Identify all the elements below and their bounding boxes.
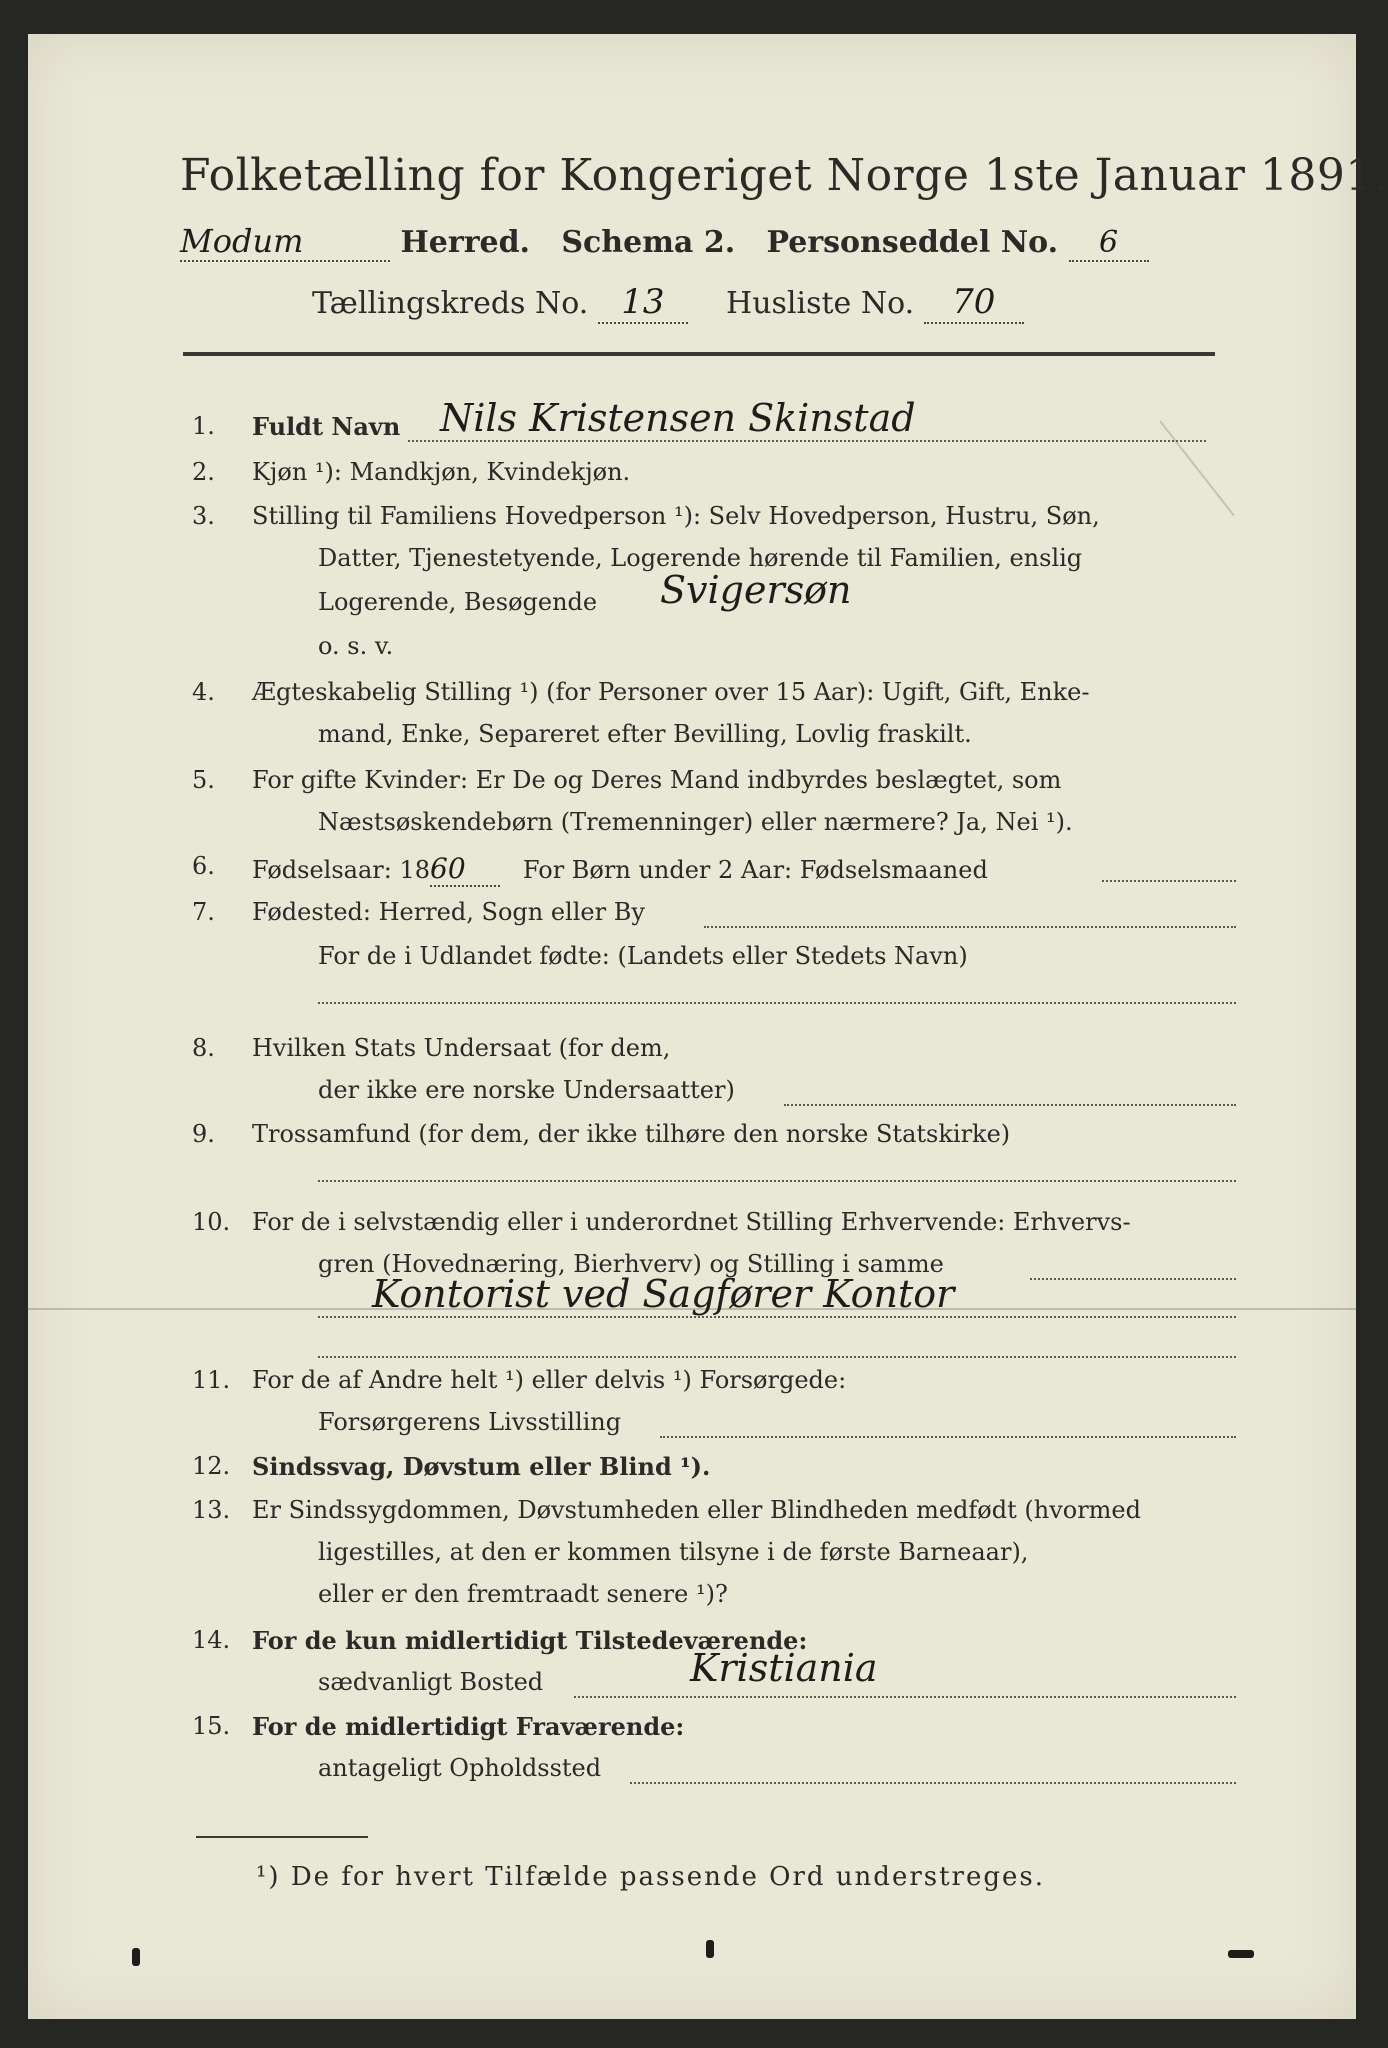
herred-name-field: Modum bbox=[180, 222, 390, 262]
item-label: For de i selvstændig eller i underordnet Stilling Erhvervende: Erhvervs- bbox=[252, 1208, 1131, 1236]
header-divider bbox=[183, 352, 1215, 356]
answer-line bbox=[408, 440, 1206, 442]
answer-line bbox=[784, 1104, 1236, 1106]
answer-line bbox=[630, 1782, 1236, 1784]
full-name-answer: Nils Kristensen Skinstad bbox=[440, 396, 916, 440]
item-number: 3. bbox=[192, 502, 215, 530]
herred-label: Herred. bbox=[400, 225, 531, 260]
schema-label: Schema 2. bbox=[561, 225, 736, 260]
answer-line bbox=[704, 926, 1236, 928]
item-label: Hvilken Stats Undersaat (for dem, bbox=[252, 1034, 671, 1062]
item-number: 12. bbox=[192, 1452, 231, 1480]
header-kreds-line bbox=[312, 282, 1024, 324]
footnote-rule bbox=[196, 1836, 368, 1838]
item-label-line2: mand, Enke, Separeret efter Bevilling, Lovlig fraskilt. bbox=[318, 720, 972, 748]
item-number: 7. bbox=[192, 898, 215, 926]
birth-year-answer: 60 bbox=[430, 852, 500, 887]
answer-line bbox=[1030, 1278, 1236, 1280]
usual-residence-answer: Kristiania bbox=[690, 1646, 878, 1690]
answer-line bbox=[318, 1356, 1236, 1358]
item-label-line2: antageligt Opholdssted bbox=[318, 1754, 602, 1782]
header-herred-line bbox=[180, 222, 1149, 262]
item-label-line4: o. s. v. bbox=[318, 632, 394, 660]
personseddel-no-field: 6 bbox=[1069, 225, 1149, 262]
item-label-line2: Forsørgerens Livsstilling bbox=[318, 1408, 622, 1436]
birth-year-label: Fødselsaar: 18 bbox=[252, 856, 431, 884]
personseddel-label: Personseddel No. bbox=[766, 225, 1059, 260]
item-number: 5. bbox=[192, 766, 215, 794]
kreds-label: Tællingskreds No. bbox=[312, 286, 589, 321]
item-number: 6. bbox=[192, 852, 215, 880]
relation-answer: Svigersøn bbox=[660, 568, 852, 612]
item-label: Trossamfund (for dem, der ikke tilhøre den norske Statskirke) bbox=[252, 1120, 1011, 1148]
item-number: 14. bbox=[192, 1626, 231, 1654]
item-label: Er Sindssygdommen, Døvstumheden eller Blindheden medfødt (hvormed bbox=[252, 1496, 1141, 1524]
item-number: 15. bbox=[192, 1712, 231, 1740]
ink-blot bbox=[706, 1940, 714, 1958]
item-number: 9. bbox=[192, 1120, 215, 1148]
item-label-line2: Datter, Tjenestetyende, Logerende hørende til Familien, enslig bbox=[318, 544, 1083, 572]
item-label: Sindssvag, Døvstum eller Blind ¹). bbox=[252, 1452, 711, 1481]
item-label: Fuldt Navn bbox=[252, 412, 401, 441]
item-label: Fødested: Herred, Sogn eller By bbox=[252, 898, 645, 926]
item-label-line3: eller er den fremtraadt senere ¹)? bbox=[318, 1580, 728, 1608]
ink-blot bbox=[132, 1948, 140, 1966]
item-number: 10. bbox=[192, 1208, 231, 1236]
answer-line bbox=[318, 1002, 1236, 1004]
ink-blot bbox=[1228, 1950, 1254, 1958]
husliste-label: Husliste No. bbox=[726, 286, 915, 321]
item-number: 11. bbox=[192, 1366, 231, 1394]
item-number: 1. bbox=[192, 412, 215, 440]
item-label bbox=[252, 852, 988, 887]
item-number: 4. bbox=[192, 678, 215, 706]
birth-month-label: For Børn under 2 Aar: Fødselsmaaned bbox=[522, 856, 988, 884]
footnote: ¹) De for hvert Tilfælde passende Ord understreges. bbox=[256, 1862, 1046, 1892]
item-number: 2. bbox=[192, 458, 215, 486]
item-label-line2: der ikke ere norske Undersaatter) bbox=[318, 1076, 735, 1104]
item-number: 13. bbox=[192, 1496, 231, 1524]
item-label-line2: sædvanligt Bosted bbox=[318, 1668, 544, 1696]
item-label: Kjøn ¹): Mandkjøn, Kvindekjøn. bbox=[252, 458, 631, 486]
husliste-no-field: 70 bbox=[924, 282, 1024, 324]
item-label-line2: For de i Udlandet fødte: (Landets eller Stedets Navn) bbox=[318, 942, 968, 970]
item-label: For de midlertidigt Fraværende: bbox=[252, 1712, 685, 1741]
answer-line bbox=[660, 1436, 1236, 1438]
answer-line bbox=[574, 1696, 1236, 1698]
form-title: Folketælling for Kongeriget Norge 1ste Januar 1891. bbox=[180, 150, 1388, 201]
item-label-line2: Næstsøskendebørn (Tremenninger) eller nærmere? Ja, Nei ¹). bbox=[318, 808, 1073, 836]
occupation-answer: Kontorist ved Sagfører Kontor bbox=[372, 1272, 955, 1316]
answer-line bbox=[318, 1180, 1236, 1182]
item-label-line2: gren (Hovednæring, Bierhverv) og Stilling i samme bbox=[318, 1250, 944, 1278]
item-label-line2: ligestilles, at den er kommen tilsyne i de første Barneaar), bbox=[318, 1538, 1029, 1566]
item-number: 8. bbox=[192, 1034, 215, 1062]
item-label: Ægteskabelig Stilling ¹) (for Personer over 15 Aar): Ugift, Gift, Enke- bbox=[252, 678, 1090, 706]
item-label: For de af Andre helt ¹) eller delvis ¹) Forsørgede: bbox=[252, 1366, 847, 1394]
item-label: For gifte Kvinder: Er De og Deres Mand indbyrdes beslægtet, som bbox=[252, 766, 1062, 794]
answer-line bbox=[1102, 880, 1236, 882]
item-label: Stilling til Familiens Hovedperson ¹): Selv Hovedperson, Hustru, Søn, bbox=[252, 502, 1100, 530]
answer-line bbox=[318, 1316, 1236, 1318]
item-label-line3: Logerende, Besøgende bbox=[318, 588, 598, 616]
kreds-no-field: 13 bbox=[598, 282, 688, 324]
item-label: For de kun midlertidigt Tilstedeværende: bbox=[252, 1626, 808, 1655]
